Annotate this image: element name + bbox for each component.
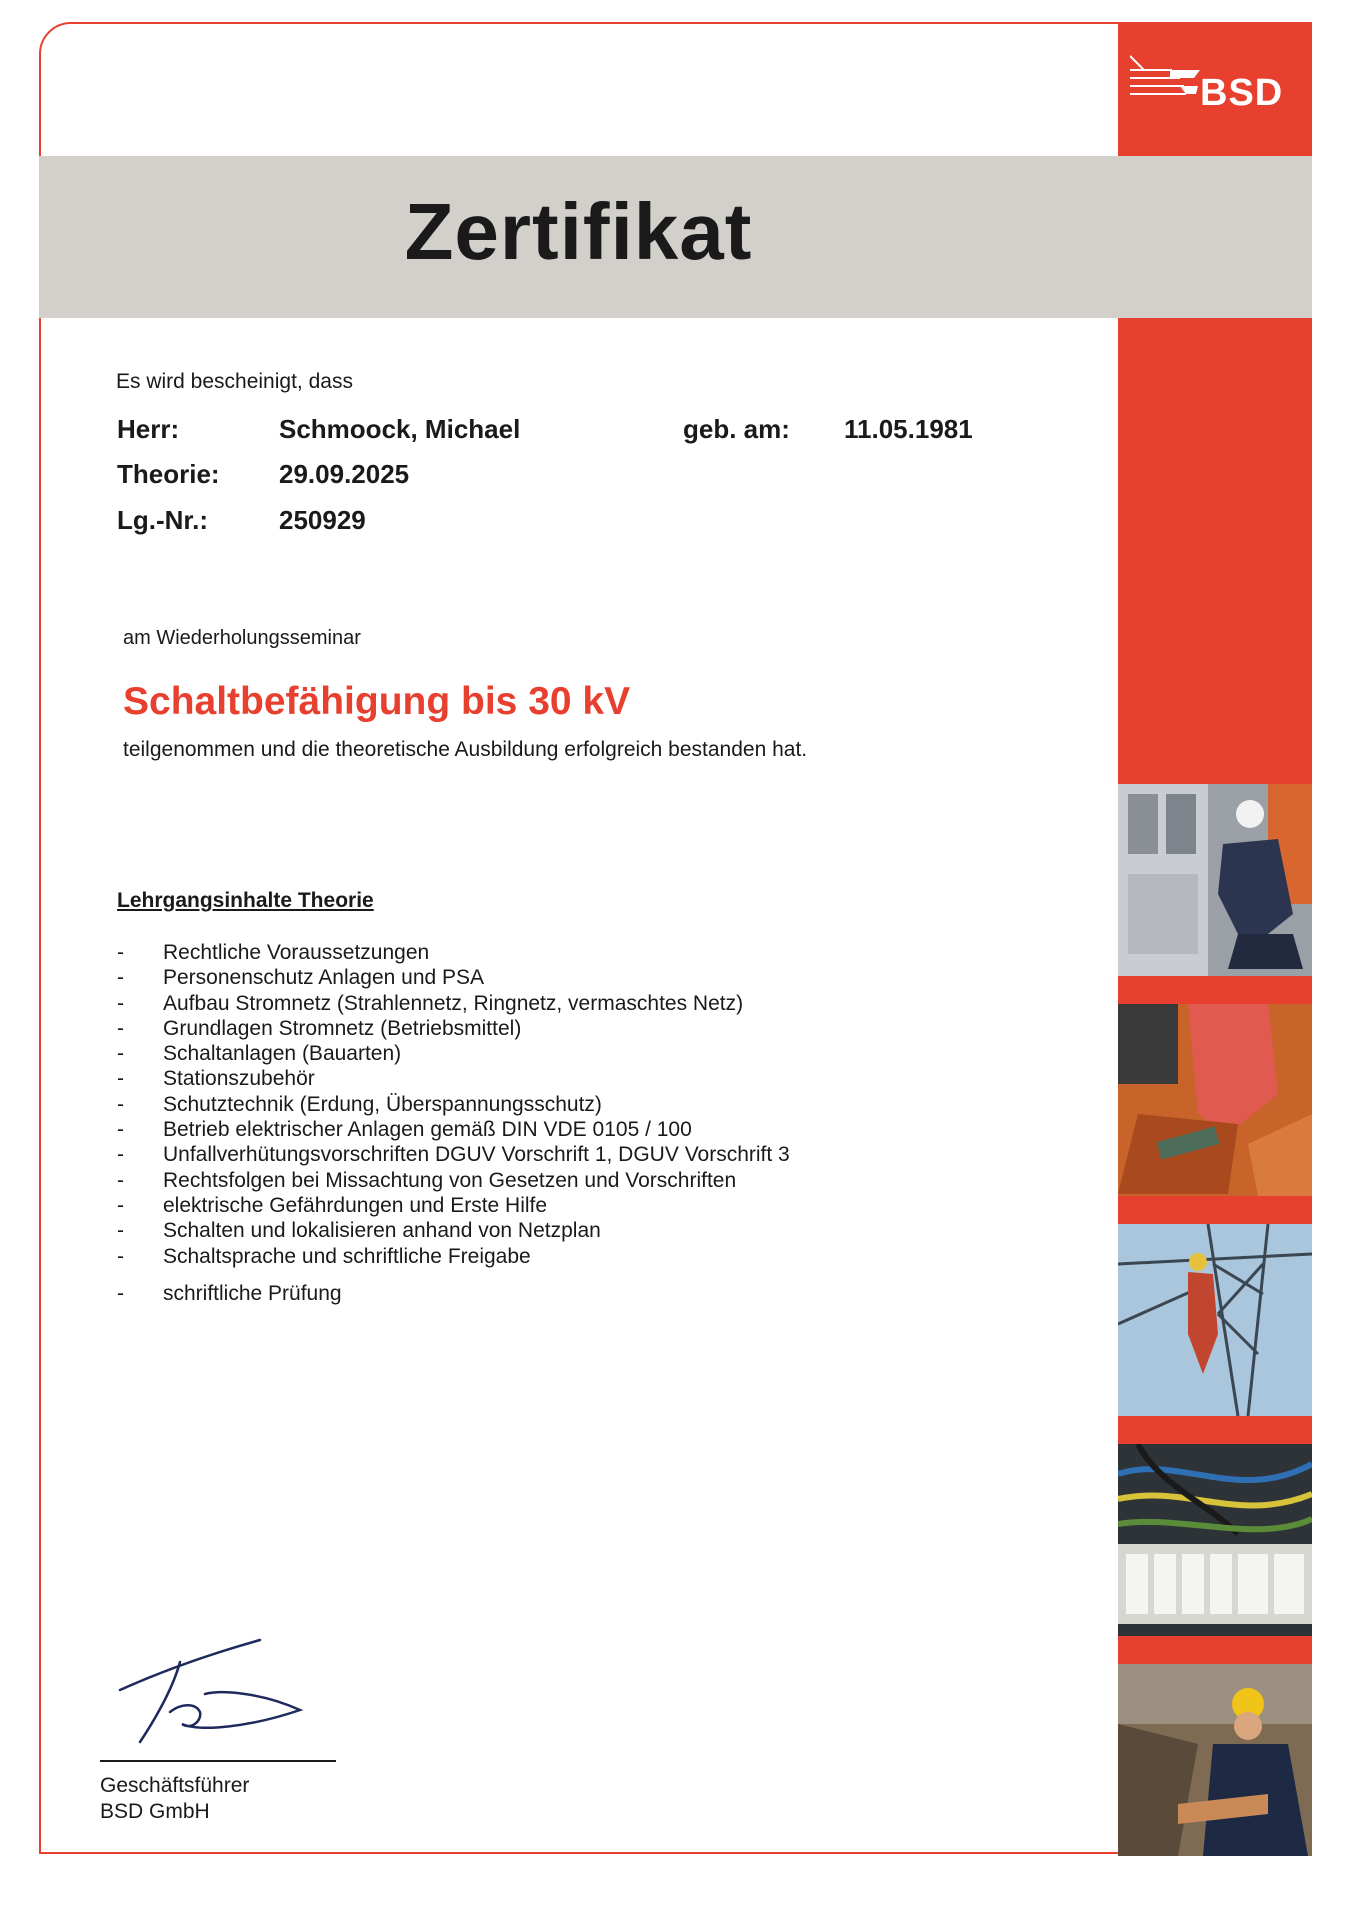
signature-line xyxy=(100,1760,336,1762)
result-text: teilgenommen und die theoretische Ausbildung erfolgreich bestanden hat. xyxy=(123,738,808,761)
list-item: - Rechtsfolgen bei Missachtung von Gesetzen und Vorschriften xyxy=(117,1168,737,1192)
signatory-role: Geschäftsführer xyxy=(100,1774,250,1797)
list-item: - Schaltanlagen (Bauarten) xyxy=(117,1042,402,1066)
photo-electrical-cabinet-wiring xyxy=(1118,1444,1312,1636)
course-no-label: Lg.-Nr.: xyxy=(117,505,208,535)
list-item: - Aufbau Stromnetz (Strahlennetz, Ringnetz, vermaschtes Netz) xyxy=(117,991,744,1015)
list-item: - Betrieb elektrischer Anlagen gemäß DIN VDE 0105 / 100 xyxy=(117,1118,692,1142)
course-no: 250929 xyxy=(279,505,366,535)
theory-label: Theorie: xyxy=(117,459,220,489)
list-item: - Schalten und lokalisieren anhand von Netzplan xyxy=(117,1219,601,1243)
course-name: Schaltbefähigung bis 30 kV xyxy=(123,680,631,723)
theory-date: 29.09.2025 xyxy=(279,459,410,489)
intro-text: Es wird bescheinigt, dass xyxy=(116,370,353,393)
list-item: - Schaltsprache und schriftliche Freigabe xyxy=(117,1244,531,1268)
contents-list xyxy=(117,940,790,1306)
logo-text: BSD xyxy=(1200,72,1284,114)
list-item: - Personenschutz Anlagen und PSA xyxy=(117,966,485,990)
seminar-intro: am Wiederholungsseminar xyxy=(123,627,361,649)
photo-insulated-gloves-cable-cutting xyxy=(1118,1004,1312,1196)
photo-worker-at-switchgear xyxy=(1118,784,1312,976)
list-item: - Unfallverhütungsvorschriften DGUV Vorschrift 1, DGUV Vorschrift 3 xyxy=(117,1143,790,1167)
list-item: - elektrische Gefährdungen und Erste Hilfe xyxy=(117,1193,548,1217)
photo-lineman-on-pylon xyxy=(1118,1224,1312,1416)
list-item: - Schutztechnik (Erdung, Überspannungsschutz) xyxy=(117,1092,602,1116)
salutation-label: Herr: xyxy=(117,414,180,444)
page-title: Zertifikat xyxy=(404,187,753,276)
list-item: - Rechtliche Voraussetzungen xyxy=(117,941,430,964)
signature-icon xyxy=(110,1632,320,1750)
list-item: - Grundlagen Stromnetz (Betriebsmittel) xyxy=(117,1016,522,1040)
birth-date: 11.05.1981 xyxy=(844,414,973,444)
contents-title: Lehrgangsinhalte Theorie xyxy=(117,889,374,912)
birth-label: geb. am: xyxy=(683,414,790,444)
list-item: - Stationszubehör xyxy=(117,1067,315,1091)
list-item: - schriftliche Prüfung xyxy=(117,1281,342,1305)
signatory-company: BSD GmbH xyxy=(100,1800,210,1823)
photo-worker-with-cable xyxy=(1118,1664,1312,1856)
person-name: Schmoock, Michael xyxy=(279,414,521,444)
